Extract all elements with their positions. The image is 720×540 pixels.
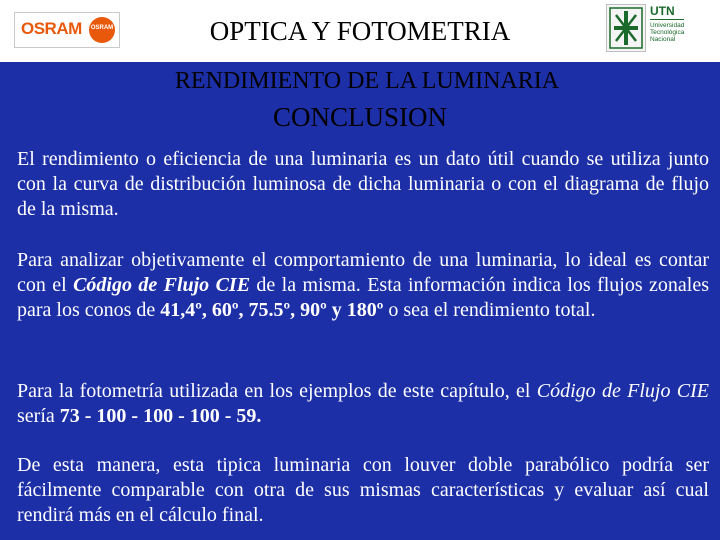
- osram-badge-text: OSRAM: [90, 25, 114, 31]
- utn-line-universidad: Universidad: [650, 22, 685, 29]
- paragraph-4: De esta manera, esta tipica luminaria con louver doble parabólico podría ser fácilmente comparable con otra de sus mismas características y evaluar así cual rendirá más en el cálculo final.: [17, 454, 709, 526]
- paragraph-2-text-a: Para analizar objetivamente el comportamiento de una luminaria, lo ideal es contar con el: [17, 249, 709, 296]
- page-title: OPTICA Y FOTOMETRIA: [209, 16, 511, 46]
- utn-line-nacional: Nacional: [650, 36, 676, 43]
- paragraph-3-text-a: Para la fotometría utilizada en los ejemplos de este capítulo, el: [17, 380, 537, 402]
- utn-emblem-graphic: [607, 5, 645, 51]
- paragraph-3-flux-code: 73 - 100 - 100 - 100 - 59.: [59, 405, 262, 427]
- paragraph-3-code-term: Código de Flujo CIE: [536, 380, 709, 402]
- utn-logo: [606, 4, 710, 54]
- utn-logo-text: [650, 4, 684, 43]
- paragraph-1: El rendimiento o eficiencia de una luminaria es un dato útil cuando se utiliza junto con la curva de distribución luminosa de dicha luminaria o con el diagrama de flujo de la misma.: [17, 148, 709, 220]
- paragraph-3-text-c: sería: [17, 405, 60, 427]
- utn-emblem-icon: [606, 4, 646, 52]
- paragraph-2: [17, 248, 709, 323]
- paragraph-2-text-e: o sea el rendimiento total.: [383, 299, 596, 321]
- paragraph-2-text-c: de la misma. Esta información indica los flujos zonales para los conos de: [17, 274, 709, 321]
- paragraph-3: [17, 379, 709, 429]
- utn-acronym: UTN: [650, 4, 684, 20]
- paragraph-2-angles: 41,4º, 60º, 75.5º, 90º y 180º: [160, 299, 384, 321]
- utn-line-tecnologica: Tecnológica: [650, 29, 685, 36]
- slide-header: [0, 0, 720, 62]
- slide-subtitle: RENDIMIENTO DE LA LUMINARIA: [174, 68, 560, 94]
- paragraph-2-code-term: Código de Flujo CIE: [73, 274, 251, 296]
- slide-content-panel: [0, 62, 720, 540]
- slide-heading: CONCLUSION: [272, 102, 447, 132]
- osram-logo-word: OSRAM: [21, 19, 82, 38]
